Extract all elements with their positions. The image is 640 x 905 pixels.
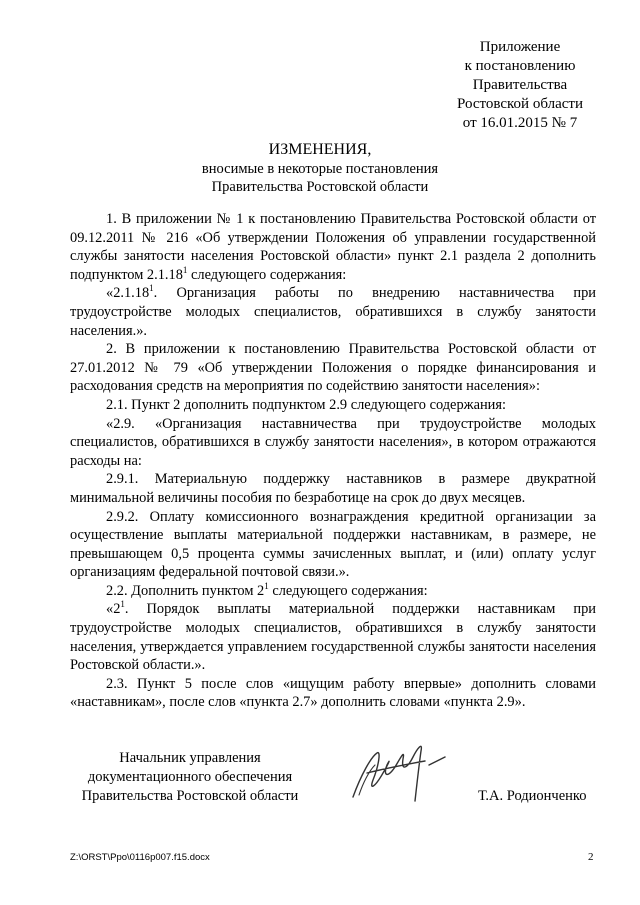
appendix-header xyxy=(420,38,620,133)
paragraph-8: 2.2. Дополнить пунктом $2^1$ следующего содержания: xyxy=(106,581,428,599)
signer-name: Т.А. Родионченко xyxy=(478,788,587,804)
appendix-line: Приложение xyxy=(479,39,561,55)
paragraph-3: 2. В приложении к постановлению Правительства Ростовской области от 27.01.2012 № 79 «Об утверждении Положения о порядке финансирования и расходования средств на мероприятия по содействию занятости населения»: xyxy=(70,341,596,395)
appendix-date-number: от 16.01.2015 № 7 xyxy=(462,115,578,131)
title-subtitle-line1: вносимые в некоторые постановления xyxy=(201,161,439,177)
appendix-line: к постановлению xyxy=(464,58,576,74)
paragraph-1: 1. В приложении № 1 к постановлению Правительства Ростовской области от 09.12.2011 № 216 «Об утверждении Положения об управлении государственной службы занятости населения Ростовской области» пункт 2.1 раздела 2 дополнить подпунктом 2.1.18$^1$ следующего содержания: xyxy=(70,211,596,283)
paragraph-2: «2.1.18$^1$. Организация работы по внедрению наставничества при трудоустройстве молодых специалистов, обратившихся в службу занятости населения.». xyxy=(70,283,596,339)
paragraph-4: 2.1. Пункт 2 дополнить подпунктом 2.9 следующего содержания: xyxy=(106,396,506,413)
signer-position: Начальник управления документационного обеспечения Правительства Ростовской области xyxy=(81,750,299,804)
title-subtitle-line2: Правительства Ростовской области xyxy=(211,179,429,195)
paragraph-10: 2.3. Пункт 5 после слов «ищущим работу впервые» дополнить словами «наставникам», после слов «пункта 2.7» дополнить словами «пункта 2.9». xyxy=(70,675,596,711)
paragraph-7: 2.9.2. Оплату комиссионного вознаграждения кредитной организации за осуществление выплаты материальной поддержки наставникам, в размере, не превышающем 0,5 процента суммы зачисленных выплат, и (или) оплату услуг организациям федеральной почтовой связи.». xyxy=(70,508,596,581)
appendix-line: Правительства xyxy=(472,77,568,93)
document-title xyxy=(0,140,640,196)
handwritten-signature xyxy=(333,735,463,815)
paragraph-5: «2.9. «Организация наставничества при трудоустройстве молодых специалистов, обратившихся в службу занятости населения», в котором отражаются расходы на: xyxy=(70,415,596,469)
footer-file-path: Z:\ORST\Ppo\0116p007.f15.docx xyxy=(70,852,210,863)
page-number: 2 xyxy=(588,851,594,863)
paragraph-9: «$2^1$. Порядок выплаты материальной поддержки наставникам при трудоустройстве молодых специалистов, обратившихся в службу занятости населения, утверждается управлением государственной службы занятости населения Ростовской области.». xyxy=(70,599,596,674)
document-body xyxy=(70,210,596,712)
appendix-line: Ростовской области xyxy=(457,96,583,112)
title-main: ИЗМЕНЕНИЯ, xyxy=(268,141,372,158)
paragraph-6: 2.9.1. Материальную поддержку наставников в размере двукратной минимальной величины пособия по безработице на срок до двух месяцев. xyxy=(70,471,596,506)
